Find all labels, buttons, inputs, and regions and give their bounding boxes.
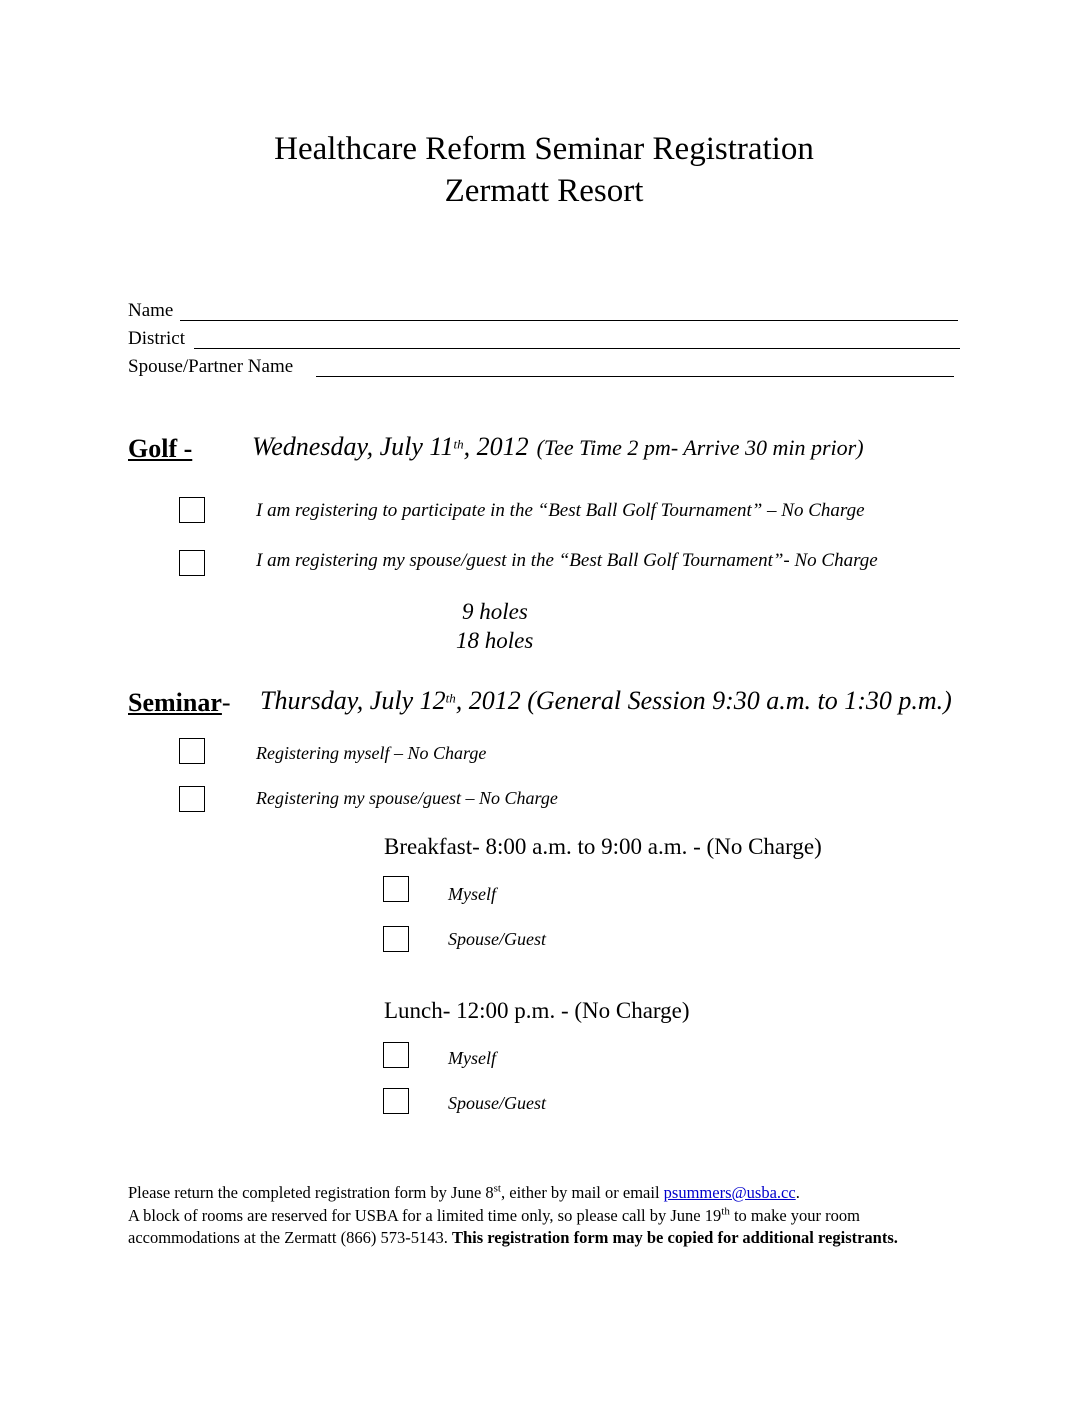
seminar-heading: Seminar — [128, 688, 222, 717]
golf-note: (Tee Time 2 pm- Arrive 30 min prior) — [536, 435, 864, 460]
seminar-heading-row: Seminar- — [128, 688, 231, 717]
lunch-self-checkbox[interactable] — [383, 1042, 409, 1068]
breakfast-self-label: Myself — [448, 884, 496, 904]
spouse-name-field[interactable] — [316, 376, 954, 377]
seminar-guest-checkbox[interactable] — [179, 786, 205, 812]
eighteen-holes-option: 18 holes — [456, 628, 534, 653]
name-label: Name — [128, 300, 174, 321]
spouse-name-label: Spouse/Partner Name — [128, 356, 294, 377]
breakfast-guest-checkbox[interactable] — [383, 926, 409, 952]
golf-heading: Golf - — [128, 434, 193, 463]
seminar-self-checkbox[interactable] — [179, 738, 205, 764]
golf-guest-label: I am registering my spouse/guest in the “Best Ball Golf Tournament”- No Charge — [256, 550, 878, 571]
seminar-date: Thursday, July 12th, 2012 (General Session 9:30 a.m. to 1:30 p.m.) — [260, 686, 952, 715]
breakfast-heading: Breakfast- 8:00 a.m. to 9:00 a.m. - (No Charge) — [384, 834, 822, 859]
golf-date: Wednesday, July 11th, 2012 (Tee Time 2 pm- Arrive 30 min prior) — [252, 432, 864, 461]
golf-self-label: I am registering to participate in the “Best Ball Golf Tournament” – No Charge — [256, 500, 865, 521]
lunch-guest-checkbox[interactable] — [383, 1088, 409, 1114]
contact-email-link[interactable]: psummers@usba.cc — [663, 1183, 796, 1202]
footer-instructions: Please return the completed registration form by June 8st, either by mail or email psummers@usba.cc. A block of rooms are reserved for USBA for a limited time only, so please call by June 19th to make your room accommodations at the Zermatt (866) 573-5143. This registration form may be copied for additional registrants. — [128, 1182, 898, 1247]
seminar-self-label: Registering myself – No Charge — [256, 743, 487, 763]
page-title: Healthcare Reform Seminar Registration — [274, 131, 814, 167]
lunch-self-label: Myself — [448, 1048, 496, 1068]
breakfast-guest-label: Spouse/Guest — [448, 929, 546, 949]
nine-holes-option: 9 holes — [462, 599, 528, 624]
district-label: District — [128, 328, 185, 349]
golf-guest-checkbox[interactable] — [179, 550, 205, 576]
lunch-guest-label: Spouse/Guest — [448, 1093, 546, 1113]
lunch-heading: Lunch- 12:00 p.m. - (No Charge) — [384, 998, 690, 1023]
seminar-guest-label: Registering my spouse/guest – No Charge — [256, 788, 558, 808]
page-subtitle: Zermatt Resort — [444, 173, 644, 209]
district-field[interactable] — [194, 348, 960, 349]
golf-self-checkbox[interactable] — [179, 497, 205, 523]
breakfast-self-checkbox[interactable] — [383, 876, 409, 902]
name-field[interactable] — [180, 320, 958, 321]
copy-notice: This registration form may be copied for additional registrants. — [451, 1228, 898, 1247]
